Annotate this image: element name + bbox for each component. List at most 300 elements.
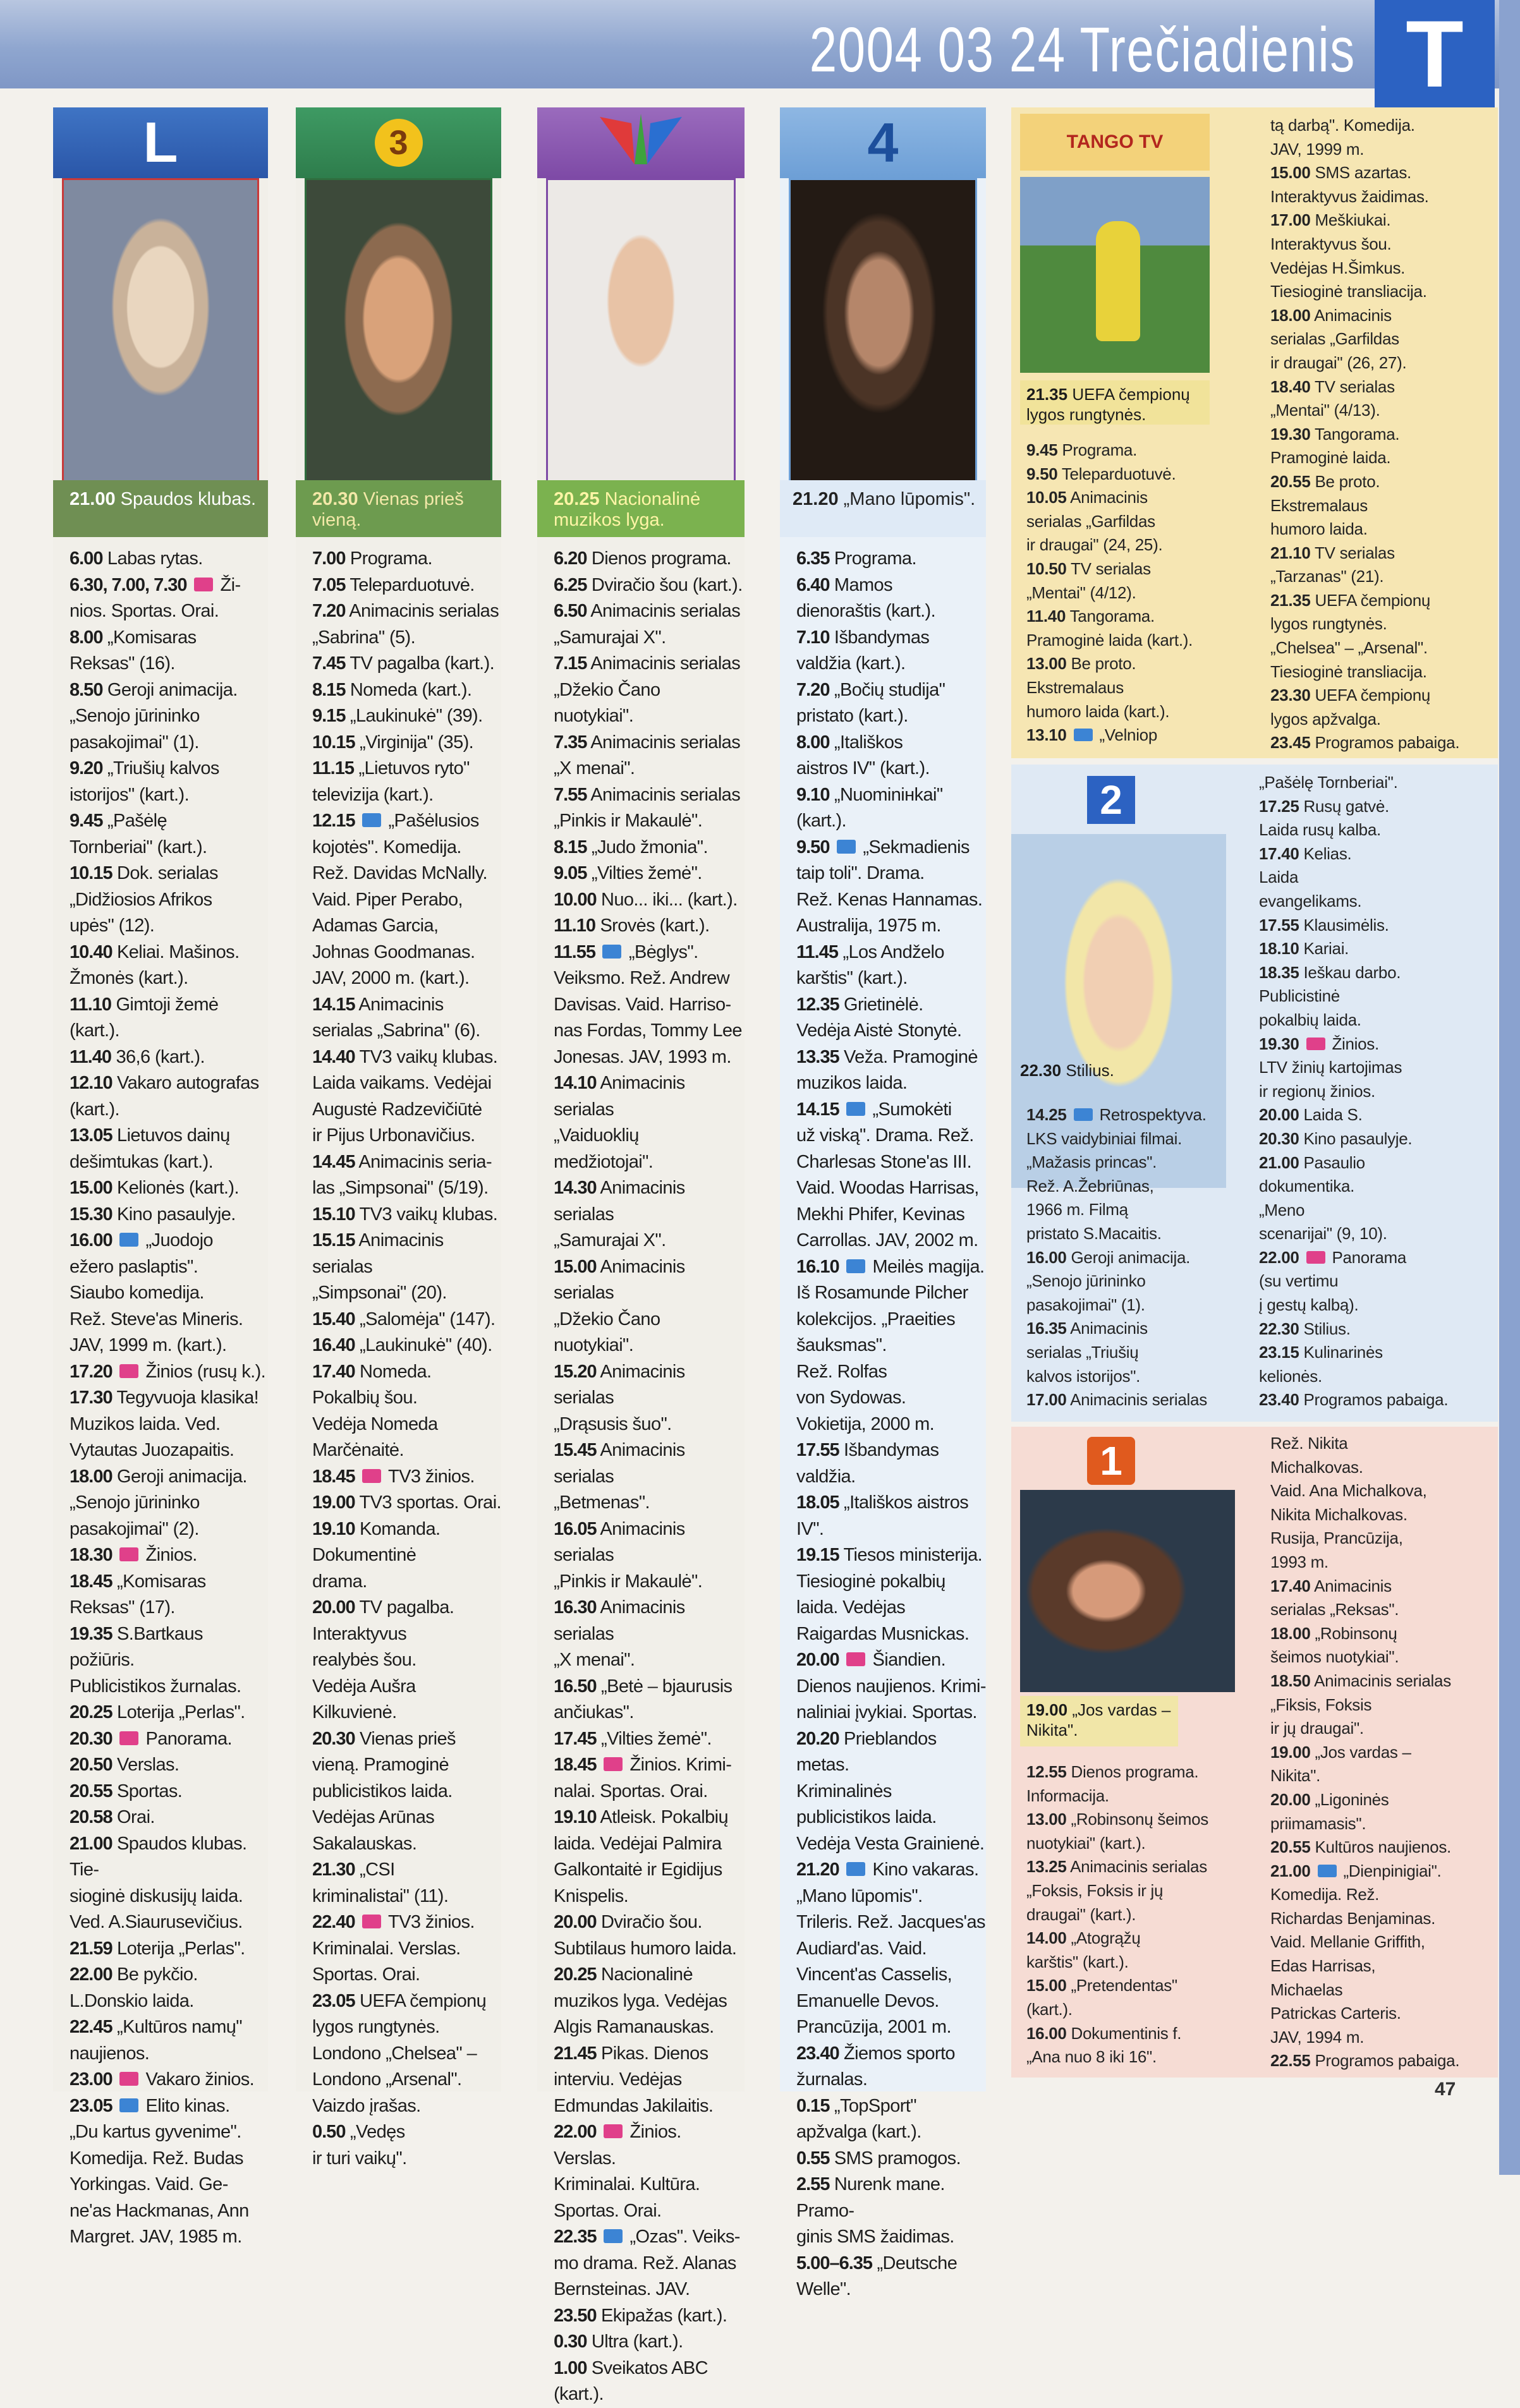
film-badge-icon bbox=[604, 2229, 623, 2243]
film-badge-icon bbox=[362, 813, 381, 827]
schedule-line: 6.25 Dviračio šou (kart.). bbox=[554, 574, 743, 595]
schedule-line: 20.55 Kultūros naujienos. bbox=[1270, 1837, 1451, 1857]
schedule-time: 21.59 bbox=[70, 1938, 112, 1959]
schedule-time: 21.20 bbox=[796, 1860, 839, 1880]
schedule-line: Margret. JAV, 1985 m. bbox=[70, 2227, 242, 2247]
schedule-line: 14.10 Animacinis serialas bbox=[554, 1073, 685, 1120]
ltv2-logo-box bbox=[1087, 776, 1135, 824]
schedule-time: 20.58 bbox=[70, 1807, 112, 1827]
schedule-time: 18.10 bbox=[1259, 939, 1299, 959]
schedule-line: Galkontaitė ir Egidijus bbox=[554, 1860, 722, 1880]
schedule-time: 23.40 bbox=[1259, 1390, 1299, 1410]
schedule-time: 23.45 bbox=[1270, 733, 1311, 753]
schedule-time: 9.05 bbox=[554, 863, 587, 883]
schedule-line: Augustė Radzevičiūtė bbox=[312, 1099, 482, 1120]
schedule-time: 23.50 bbox=[554, 2305, 597, 2326]
schedule-line: Rež. Steve'as Mineris. bbox=[70, 1309, 243, 1329]
news-badge-icon bbox=[1306, 1251, 1325, 1264]
schedule-time: 6.00 bbox=[70, 548, 103, 569]
schedule-line: 0.55 SMS pramogos. bbox=[796, 2148, 961, 2169]
channel-column-lnk bbox=[537, 107, 745, 2404]
schedule-line: Marčėnaitė. bbox=[312, 1440, 404, 1460]
schedule-line: 20.30 Panorama. bbox=[70, 1728, 232, 1749]
schedule-line: 8.15 „Judo žmonia". bbox=[554, 837, 708, 857]
schedule-line: 23.40 Programos pabaiga. bbox=[1259, 1390, 1449, 1410]
schedule-time: 17.25 bbox=[1259, 796, 1299, 816]
schedule-line: (kart.). bbox=[70, 1099, 119, 1120]
schedule-line: Trileris. Rež. Jacques'as bbox=[796, 1912, 985, 1932]
schedule-time: 23.30 bbox=[1270, 686, 1311, 705]
schedule-line: Johnas Goodmanas. bbox=[312, 941, 475, 962]
schedule-line: 9.10 „Nuominінkai" (kart.). bbox=[796, 784, 943, 831]
schedule-line: „Didžiosios Afrikos bbox=[70, 889, 212, 910]
schedule-line: sioginė diskusijų laida. bbox=[70, 1885, 243, 1906]
schedule-line: 18.45 „Komisaras bbox=[70, 1571, 206, 1592]
schedule-line: 16.05 Animacinis serialas bbox=[554, 1518, 685, 1565]
schedule-line: 17.55 Išbandymas valdžia. bbox=[796, 1440, 939, 1487]
schedule-line: 6.40 Mamos bbox=[796, 574, 892, 595]
schedule-time: 8.15 bbox=[554, 837, 587, 857]
news-badge-icon bbox=[119, 2072, 138, 2086]
ltv2-logo: 2 bbox=[1100, 777, 1122, 823]
schedule-time: 10.15 bbox=[70, 863, 112, 883]
schedule-list bbox=[780, 546, 986, 2299]
schedule-line: JAV, 1999 m. (kart.). bbox=[70, 1335, 227, 1355]
schedule-time: 9.10 bbox=[796, 784, 830, 805]
schedule-line: 15.40 „Salomėja" (147). bbox=[312, 1309, 496, 1329]
schedule-line: JAV, 1994 m. bbox=[1270, 2027, 1365, 2047]
schedule-line: ančiukas". bbox=[554, 1702, 634, 1722]
schedule-line: 9.45 Programa. bbox=[1026, 440, 1138, 459]
schedule-line: Kilkuvienė. bbox=[312, 1702, 397, 1722]
schedule-line: „Chelsea" – „Arsenal". bbox=[1270, 638, 1428, 658]
schedule-line: lygos apžvalga. bbox=[1270, 709, 1381, 729]
schedule-time: 23.40 bbox=[796, 2043, 839, 2064]
schedule-time: 20.55 bbox=[1270, 1837, 1311, 1857]
page-date-title: 2004 03 24 Trečiadienis bbox=[809, 15, 1356, 85]
schedule-time: 23.05 bbox=[70, 2095, 112, 2116]
schedule-line: „Vaiduoklių bbox=[554, 1125, 639, 1146]
schedule-line: naujienos. bbox=[70, 2043, 150, 2064]
schedule-line: Pramoginė laida (kart.). bbox=[1026, 630, 1193, 650]
schedule-line: publicistikos laida. bbox=[796, 1807, 937, 1827]
schedule-list bbox=[1026, 1760, 1235, 2069]
schedule-time: 20.00 bbox=[312, 1597, 355, 1618]
schedule-line: „Drąsusis šuo". bbox=[554, 1413, 672, 1434]
schedule-line: Welle". bbox=[796, 2279, 851, 2299]
channel-section-pbk bbox=[1011, 1427, 1498, 2078]
schedule-line: 13.05 Lietuvos dainų bbox=[70, 1125, 230, 1146]
page-header-bar bbox=[0, 0, 1520, 107]
schedule-line: 14.00 „Atogrąžų bbox=[1026, 1928, 1141, 1948]
schedule-line: 10.40 Keliai. Mašinos. bbox=[70, 941, 240, 962]
schedule-line: šeimos nuotykiai". bbox=[1270, 1647, 1399, 1667]
schedule-line: Vaid. Mellanie Griffith, bbox=[1270, 1932, 1425, 1952]
schedule-line: į gestų kalbą). bbox=[1259, 1295, 1359, 1315]
schedule-time: 18.35 bbox=[1259, 962, 1299, 982]
schedule-line: Vokietija, 2000 m. bbox=[796, 1413, 935, 1434]
schedule-line: „Fiksis, Foksis bbox=[1270, 1695, 1372, 1714]
schedule-line: Tiesioginė transliacija. bbox=[1270, 662, 1427, 681]
schedule-line: 21.59 Loterija „Perlas". bbox=[70, 1938, 245, 1959]
channel-caption bbox=[780, 480, 986, 537]
schedule-line: nalai. Sportas. Orai. bbox=[554, 1781, 708, 1801]
schedule-line: 13.35 Veža. Pramoginė bbox=[796, 1046, 978, 1067]
schedule-line: „Du kartus gyvenime". bbox=[70, 2122, 241, 2142]
schedule-line: serialas „Garfildas bbox=[1026, 511, 1155, 531]
news-badge-icon bbox=[194, 578, 213, 591]
football-player-figure bbox=[1096, 221, 1140, 341]
channel-caption bbox=[1020, 380, 1210, 425]
schedule-line: 17.40 Animacinis bbox=[1270, 1576, 1392, 1595]
tango-logo-box bbox=[1020, 114, 1210, 171]
schedule-line: 18.05 „Itališkos aistros IV". bbox=[796, 1492, 969, 1539]
schedule-line: kelionės. bbox=[1259, 1366, 1322, 1386]
schedule-line: 11.10 Gimtoji žemė (kart.). bbox=[70, 994, 219, 1041]
schedule-line: 16.30 Animacinis serialas bbox=[554, 1597, 685, 1644]
schedule-time: 20.20 bbox=[796, 1728, 839, 1749]
schedule-line: Vedėjas Arūnas bbox=[312, 1807, 435, 1827]
caption-text: Stilius. bbox=[1066, 1061, 1114, 1080]
schedule-line: Rež. Kenas Hannamas. bbox=[796, 889, 983, 910]
schedule-time: 9.45 bbox=[1026, 440, 1058, 459]
schedule-line: 12.15 „Pašėlusios bbox=[312, 811, 479, 831]
schedule-line: Pramoginė laida. bbox=[1270, 448, 1391, 468]
schedule-line: Siaubo komedija. bbox=[70, 1283, 204, 1303]
schedule-line: lygos rungtynės. bbox=[1270, 614, 1387, 634]
ltv-logo: L bbox=[143, 111, 178, 174]
schedule-line: „Foksis, Foksis ir jų bbox=[1026, 1880, 1164, 1900]
schedule-line: 19.30 Tangorama. bbox=[1270, 424, 1400, 444]
schedule-line: 20.00 TV pagalba. bbox=[312, 1597, 454, 1618]
schedule-time: 18.45 bbox=[554, 1755, 597, 1775]
schedule-list bbox=[296, 546, 502, 2169]
schedule-line: 17.00 Meškiukai. bbox=[1270, 210, 1391, 230]
schedule-time: 6.50 bbox=[554, 601, 587, 621]
schedule-time: 13.35 bbox=[796, 1046, 839, 1067]
schedule-line: 22.55 Programos pabaiga. bbox=[1270, 2051, 1460, 2071]
schedule-time: 5.00–6.35 bbox=[796, 2253, 873, 2273]
schedule-line: „Senojo jūrininko bbox=[70, 706, 200, 726]
schedule-line: 8.00 „Itališkos bbox=[796, 732, 903, 753]
schedule-line: „Betmenas". bbox=[554, 1492, 650, 1513]
schedule-line: 15.00 Kelionės (kart.). bbox=[70, 1178, 239, 1198]
film-badge-icon bbox=[602, 945, 621, 959]
schedule-time: 7.00 bbox=[312, 548, 346, 569]
schedule-time: 17.55 bbox=[1259, 915, 1299, 935]
schedule-time: 7.05 bbox=[312, 574, 346, 595]
schedule-line: ir draugai" (26, 27). bbox=[1270, 353, 1407, 372]
channel-photo bbox=[1020, 177, 1210, 373]
schedule-time: 19.30 bbox=[1270, 424, 1311, 444]
schedule-line: 18.40 TV serialas bbox=[1270, 377, 1395, 396]
schedule-time: 17.40 bbox=[1270, 1576, 1311, 1595]
schedule-line: 17.25 Rusų gatvė. bbox=[1259, 796, 1389, 816]
schedule-line: 23.45 Programos pabaiga. bbox=[1270, 733, 1460, 753]
schedule-line: nas Fordas, Tommy Lee bbox=[554, 1020, 742, 1041]
schedule-time: 20.00 bbox=[1270, 1789, 1311, 1809]
schedule-time: 11.40 bbox=[70, 1046, 111, 1067]
tv4-logo: 4 bbox=[867, 111, 899, 174]
schedule-line: 23.50 Ekipažas (kart.). bbox=[554, 2305, 727, 2326]
tango-logo: TANGO TV bbox=[1066, 131, 1164, 152]
schedule-list bbox=[1270, 114, 1492, 755]
schedule-line: Subtilaus humoro laida. bbox=[554, 1938, 737, 1959]
schedule-line: Knispelis. bbox=[554, 1885, 629, 1906]
schedule-line: „Ana nuo 8 iki 16". bbox=[1026, 2047, 1157, 2067]
schedule-line: „Mažasis princas". bbox=[1026, 1153, 1157, 1172]
schedule-line: 16.00 „Juodojo bbox=[70, 1230, 213, 1250]
schedule-time: 14.15 bbox=[796, 1099, 839, 1120]
news-badge-icon bbox=[119, 1547, 138, 1561]
schedule-line: Mekhi Phifer, Kevinas bbox=[796, 1204, 965, 1225]
schedule-line: 17.20 Žinios (rusų k.). bbox=[70, 1361, 266, 1382]
schedule-time: 12.10 bbox=[70, 1073, 112, 1093]
schedule-line: 17.55 Klausimėlis. bbox=[1259, 915, 1389, 935]
schedule-line: televizija (kart.). bbox=[312, 784, 434, 805]
schedule-time: 17.55 bbox=[796, 1440, 839, 1460]
schedule-time: 22.35 bbox=[554, 2227, 597, 2247]
schedule-line: „Tarzanas" (21). bbox=[1270, 567, 1384, 586]
schedule-line: Interaktyvus šou. bbox=[1270, 234, 1392, 253]
schedule-time: 13.10 bbox=[1026, 725, 1067, 745]
schedule-list bbox=[1259, 771, 1493, 1412]
schedule-line: muzikos lyga. Vedėjas bbox=[554, 1990, 727, 2011]
schedule-line: „Sabrina" (5). bbox=[312, 627, 416, 648]
schedule-list bbox=[53, 546, 268, 2247]
schedule-line: 17.30 Tegyvuoja klasika! bbox=[70, 1388, 259, 1408]
schedule-line: tą darbą". Komedija. bbox=[1270, 116, 1415, 135]
film-badge-icon bbox=[846, 1862, 865, 1876]
section-letter: T bbox=[1375, 0, 1495, 107]
schedule-time: 7.20 bbox=[312, 601, 346, 621]
schedule-time: 9.45 bbox=[70, 811, 103, 831]
schedule-line: Algis Ramanauskas. bbox=[554, 2017, 714, 2037]
schedule-line: Reksas" (16). bbox=[70, 653, 175, 674]
schedule-line: 11.45 „Los Andželo bbox=[796, 941, 944, 962]
schedule-line: draugai" (kart.). bbox=[1026, 1904, 1136, 1924]
schedule-line: Prancūzija, 2001 m. bbox=[796, 2017, 951, 2037]
schedule-line: 18.30 Žinios. bbox=[70, 1545, 197, 1565]
caption-text: „Jos vardas – Nikita". bbox=[1026, 1700, 1171, 1739]
schedule-line: 22.35 „Ozas". Veiks- bbox=[554, 2227, 740, 2247]
schedule-line: 6.50 Animacinis serialas bbox=[554, 601, 741, 621]
schedule-time: 6.20 bbox=[554, 548, 587, 569]
schedule-time: 19.35 bbox=[70, 1623, 112, 1644]
schedule-line: ne'as Hackmanas, Ann bbox=[70, 2200, 249, 2221]
schedule-line: 14.15 Animacinis bbox=[312, 994, 444, 1015]
schedule-time: 16.05 bbox=[554, 1518, 597, 1539]
right-edge-strip bbox=[1499, 0, 1520, 2175]
schedule-time: 15.00 bbox=[1026, 1976, 1067, 1995]
schedule-line: „Senojo jūrininko bbox=[1026, 1271, 1146, 1291]
schedule-line: 20.00 Šiandien. bbox=[796, 1650, 946, 1670]
schedule-line: taip toli". Drama. bbox=[796, 863, 925, 883]
schedule-time: 18.50 bbox=[1270, 1671, 1311, 1690]
channel-caption bbox=[53, 480, 268, 537]
schedule-line: nalinіai įvykiai. Sportas. bbox=[796, 1702, 977, 1722]
schedule-line: ir jų draugai". bbox=[1270, 1719, 1364, 1738]
schedule-time: 0.50 bbox=[312, 2122, 346, 2142]
schedule-line: 15.00 SMS azartas. bbox=[1270, 163, 1411, 183]
schedule-time: 16.00 bbox=[1026, 1247, 1067, 1267]
schedule-line: 11.10 Srovės (kart.). bbox=[554, 916, 710, 936]
schedule-line: Davisas. Vaid. Harriso- bbox=[554, 994, 731, 1015]
schedule-line: 9.20 „Triušių kalvos bbox=[70, 758, 219, 778]
schedule-line: pristato (kart.). bbox=[796, 706, 908, 726]
caption-time: 21.00 bbox=[70, 489, 116, 509]
schedule-line: Rež. Rolfas bbox=[796, 1361, 887, 1382]
schedule-line: Vedėja Aistė Stonytė. bbox=[796, 1020, 962, 1041]
channel-header-tv3 bbox=[296, 107, 501, 178]
schedule-line: 19.30 Žinios. bbox=[1259, 1034, 1379, 1053]
schedule-line: 22.00 Žinios. Verslas. bbox=[554, 2122, 681, 2169]
schedule-line: Sakalauskas. bbox=[312, 1833, 417, 1854]
schedule-line: Laida rusų kalba. bbox=[1259, 820, 1381, 840]
schedule-line: 18.00 Geroji animacija. bbox=[70, 1466, 247, 1487]
schedule-line: Audiard'as. Vaid. bbox=[796, 1938, 927, 1959]
channel-header-ltv bbox=[53, 107, 268, 178]
schedule-time: 19.15 bbox=[796, 1545, 839, 1565]
schedule-time: 18.30 bbox=[70, 1545, 112, 1565]
schedule-list bbox=[1026, 1103, 1235, 1412]
schedule-line: 15.20 Animacinis serialas bbox=[554, 1361, 685, 1408]
schedule-time: 15.10 bbox=[312, 1204, 355, 1225]
schedule-line: istorijos" (kart.). bbox=[70, 784, 190, 805]
schedule-line: „Pinkis ir Makaulė". bbox=[554, 811, 703, 831]
schedule-line: pristato S.Macaitis. bbox=[1026, 1223, 1162, 1243]
schedule-line: Pokalbių šou. bbox=[312, 1388, 418, 1408]
schedule-line: Emanuelle Devos. bbox=[796, 1990, 939, 2011]
schedule-line: šauksmas". bbox=[796, 1335, 887, 1355]
schedule-line: 6.00 Labas rytas. bbox=[70, 548, 203, 569]
schedule-line: 7.45 TV pagalba (kart.). bbox=[312, 653, 495, 674]
schedule-time: 7.55 bbox=[554, 784, 587, 805]
schedule-time: 22.55 bbox=[1270, 2051, 1311, 2071]
schedule-line: kriminalistai" (11). bbox=[312, 1885, 449, 1906]
caption-time: 21.20 bbox=[793, 489, 839, 509]
schedule-line: Raigardas Musnickas. bbox=[796, 1623, 970, 1644]
schedule-line: 1993 m. bbox=[1270, 1552, 1328, 1571]
schedule-time: 17.20 bbox=[70, 1361, 112, 1382]
schedule-line: scenarijai" (9, 10). bbox=[1259, 1224, 1387, 1243]
schedule-time: 14.10 bbox=[554, 1073, 597, 1093]
schedule-line: 7.10 Išbandymas bbox=[796, 627, 930, 648]
schedule-line: „X menai". bbox=[554, 1650, 635, 1670]
schedule-line: 5.00–6.35 „Deutsche bbox=[796, 2253, 958, 2273]
schedule-time: 20.00 bbox=[796, 1650, 839, 1670]
schedule-time: 10.40 bbox=[70, 941, 112, 962]
schedule-line: serialas „Reksas". bbox=[1270, 1600, 1399, 1619]
schedule-line: lygos rungtynės. bbox=[312, 2017, 440, 2037]
schedule-line: 14.30 Animacinis serialas bbox=[554, 1178, 685, 1225]
channel-photo bbox=[1020, 1490, 1235, 1692]
schedule-line: 21.30 „CSI bbox=[312, 1860, 395, 1880]
schedule-list bbox=[537, 546, 745, 2404]
schedule-line: kalvos istorijos". bbox=[1026, 1366, 1141, 1386]
schedule-time: 18.00 bbox=[1270, 1623, 1311, 1643]
schedule-line: 15.45 Animacinis serialas bbox=[554, 1440, 685, 1487]
schedule-line: 0.50 „Vedęs bbox=[312, 2122, 405, 2142]
schedule-time: 22.00 bbox=[1259, 1247, 1299, 1267]
schedule-time: 16.00 bbox=[70, 1230, 112, 1250]
schedule-line: 22.40 TV3 žinios. bbox=[312, 1912, 475, 1932]
schedule-time: 19.30 bbox=[1259, 1034, 1299, 1053]
schedule-line: 14.45 Animacinis seria- bbox=[312, 1151, 492, 1172]
schedule-time: 17.40 bbox=[1259, 844, 1299, 863]
pbk-logo-box bbox=[1087, 1437, 1135, 1485]
schedule-line: ir regionų žinios. bbox=[1259, 1081, 1375, 1101]
schedule-line: „X menai". bbox=[554, 758, 635, 778]
schedule-time: 19.00 bbox=[312, 1492, 355, 1513]
schedule-line: 21.00 Pasaulio bbox=[1259, 1153, 1365, 1172]
schedule-line: dešimtukas (kart.). bbox=[70, 1151, 214, 1172]
schedule-line: 20.20 Prieblandos metas. bbox=[796, 1728, 937, 1775]
schedule-line: 11.40 Tangorama. bbox=[1026, 607, 1155, 626]
schedule-time: 10.15 bbox=[312, 732, 355, 753]
schedule-line: las „Simpsonai" (5/19). bbox=[312, 1178, 489, 1198]
schedule-time: 20.55 bbox=[1270, 471, 1311, 491]
schedule-line: Rusija, Prancūzija, bbox=[1270, 1528, 1403, 1548]
schedule-time: 20.00 bbox=[554, 1912, 597, 1932]
schedule-time: 0.30 bbox=[554, 2332, 587, 2352]
schedule-line: 16.00 Geroji animacija. bbox=[1026, 1247, 1191, 1267]
schedule-line: 22.00 Panorama bbox=[1259, 1247, 1406, 1267]
schedule-line: ginis SMS žaidimas. bbox=[796, 2227, 954, 2247]
schedule-line: 2.55 Nurenk mane. Pramo- bbox=[796, 2174, 945, 2221]
schedule-line: 20.50 Verslas. bbox=[70, 1755, 179, 1775]
schedule-time: 10.00 bbox=[554, 889, 597, 910]
schedule-time: 15.15 bbox=[312, 1230, 355, 1250]
schedule-line: Edmundas Jakilaitis. bbox=[554, 2095, 714, 2116]
schedule-time: 12.55 bbox=[1026, 1762, 1067, 1781]
schedule-line: 19.10 Komanda. bbox=[312, 1518, 441, 1539]
schedule-line: 6.30, 7.00, 7.30 Ži- bbox=[70, 574, 241, 595]
schedule-line: 18.00 „Robinsonų bbox=[1270, 1623, 1397, 1643]
schedule-line: 19.00 „Jos vardas – bbox=[1270, 1742, 1411, 1762]
schedule-time: 13.00 bbox=[1026, 654, 1067, 674]
schedule-line: nuotykiai" (kart.). bbox=[1026, 1833, 1146, 1853]
schedule-line: 13.00 Be proto. bbox=[1026, 654, 1136, 674]
channel-photo bbox=[305, 178, 492, 484]
schedule-line: 16.10 Meilės magija. bbox=[796, 1256, 985, 1277]
schedule-line: Vaid. Woodas Harrisas, bbox=[796, 1178, 979, 1198]
news-badge-icon bbox=[1306, 1038, 1325, 1050]
schedule-time: 8.00 bbox=[70, 627, 103, 648]
schedule-time: 14.25 bbox=[1026, 1105, 1067, 1124]
schedule-line: LKS vaidybiniai filmai. bbox=[1026, 1128, 1182, 1148]
schedule-line: Nikita". bbox=[1270, 1766, 1321, 1786]
schedule-line: pasakojimai" (2). bbox=[70, 1518, 199, 1539]
schedule-line: 10.00 Nuo... iki... (kart.). bbox=[554, 889, 738, 910]
schedule-line: 18.00 Animacinis bbox=[1270, 305, 1392, 325]
schedule-line: Tiesioginė pokalbių bbox=[796, 1571, 945, 1592]
schedule-line: žurnalas. bbox=[796, 2069, 868, 2090]
schedule-line: 1966 m. Filmą bbox=[1026, 1200, 1128, 1219]
schedule-line: dokumentika. bbox=[1259, 1177, 1355, 1196]
schedule-line: publicistikos laida. bbox=[312, 1781, 453, 1801]
schedule-line: 0.30 Ultra (kart.). bbox=[554, 2332, 683, 2352]
schedule-time: 18.00 bbox=[1270, 305, 1311, 325]
schedule-line: 21.45 Pikas. Dienos bbox=[554, 2043, 708, 2064]
schedule-line: 1.00 Sveikatos ABC (kart.). bbox=[554, 2357, 708, 2404]
schedule-line: 20.55 Sportas. bbox=[70, 1781, 183, 1801]
schedule-line: Veiksmo. Rež. Andrew bbox=[554, 968, 730, 988]
schedule-line: 7.55 Animacinis serialas bbox=[554, 784, 741, 805]
news-badge-icon bbox=[119, 1731, 138, 1745]
schedule-line: Publicistinė bbox=[1259, 986, 1340, 1006]
schedule-time: 15.20 bbox=[554, 1361, 597, 1382]
